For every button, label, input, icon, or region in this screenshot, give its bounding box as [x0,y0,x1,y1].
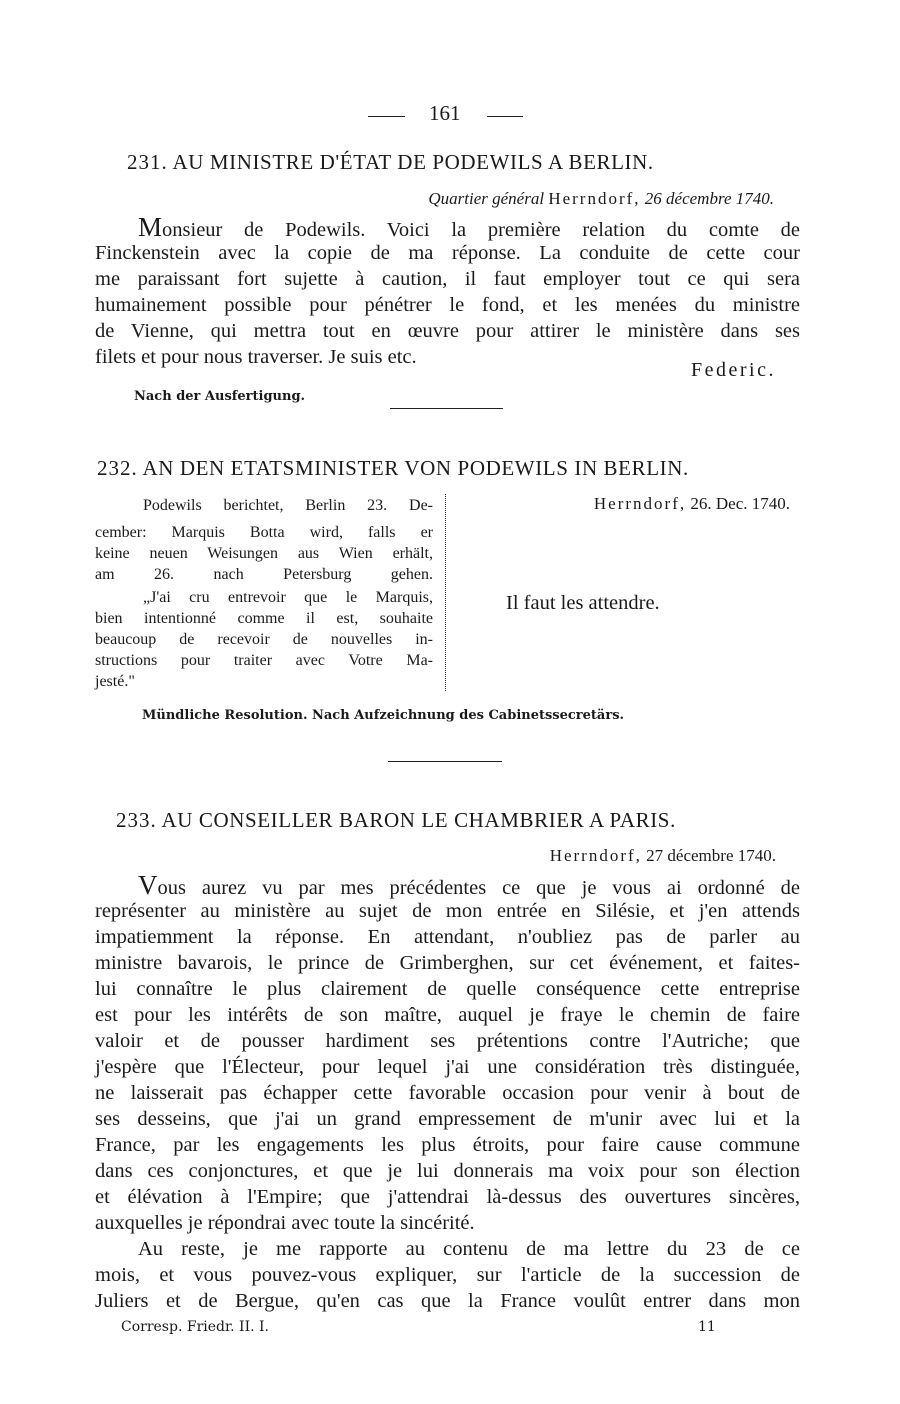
separator-rule [390,408,503,409]
letter-231-line: filets et pour nous traverser. Je suis etc. [95,346,417,368]
letter-233-line: impatiemment la réponse. En attendant, n'oubliez pas de parler au [95,926,800,948]
letter-233-title: AU CONSEILLER BARON LE CHAMBRIER A PARIS. [161,808,676,832]
letter-233-para2-line: Au reste, je me rapporte au contenu de ma lettre du 23 de ce [138,1238,800,1260]
letter-231-date-place: Herrndorf, [548,189,641,208]
letter-232-title: AN DEN ETATSMINISTER VON PODEWILS IN BERLIN. [142,456,689,480]
letter-232-source-note: Mündliche Resolution. Nach Aufzeichnung des Cabinetssecretärs. [142,708,625,723]
letter-233-line [138,872,800,898]
page-number: 161 [429,101,461,125]
quote-line: bien intentionné comme il est, souhaite [95,610,433,627]
letter-231-dateline [428,189,774,209]
letter-231-heading [127,150,654,175]
letter-233-line: ministre bavarois, le prince de Grimberghen, sur cet événement, et faites- [95,952,800,974]
letter-233-line: lui connaître le plus clairement de quelle conséquence cette entreprise [95,978,800,1000]
letter-231-line-text: onsieur de Podewils. Voici la première relation du comte de [162,219,800,241]
letter-232-heading [97,456,689,481]
letter-232-number: 232. [97,456,138,480]
letter-233-para2-line: Juliers et de Bergue, qu'en cas que la France voulût entrer dans mon [95,1290,800,1312]
letter-233-date-rest: 27 décembre 1740. [646,846,776,865]
quote-line: structions pour traiter avec Votre Ma- [95,652,433,669]
letter-233-line: dans ces conjonctures, et que je lui donnerais ma voix pour son élection [95,1160,800,1182]
letter-231-line: Finckenstein avec la copie de ma réponse. La conduite de cette cour [95,242,800,264]
summary-line: cember: Marquis Botta wird, falls er [95,524,433,541]
letter-231-dropcap: M [138,212,163,242]
letter-231-line: humainement possible pour pénétrer le fond, et les menées du ministre [95,294,800,316]
letter-232-reply: Il faut les attendre. [506,592,660,614]
letter-233-number: 233. [116,808,157,832]
letter-232-dateline [594,494,790,514]
quote-line: „J'ai cru entrevoir que le Marquis, [143,589,433,606]
letter-233-line: ne laisserait pas échapper cette favorable occasion pour venir à bout de [95,1082,800,1104]
letter-231-line: de Vienne, qui mettra tout en œuvre pour attirer le ministère dans ses [95,320,800,342]
letter-231-signature: Federic. [691,359,776,381]
letter-231-date-prefix: Quartier général [428,189,545,208]
letter-233-dropcap: V [138,870,158,900]
letter-233-line: est pour les intérêts de son maître, auquel je fraye le chemin de faire [95,1004,800,1026]
letter-231-date-rest: 26 décembre 1740. [644,189,774,208]
letter-233-heading [116,808,676,833]
quote-line: beaucoup de recevoir de nouvelles in- [95,631,433,648]
letter-233-line: auxquelles je répondrai avec toute la sincérité. [95,1212,475,1234]
letter-231-title: AU MINISTRE D'ÉTAT DE PODEWILS A BERLIN. [172,150,654,174]
summary-line: am 26. nach Petersburg gehen. [95,566,433,583]
letter-231-line [138,214,800,240]
footer-signature-mark: Corresp. Friedr. II. I. [121,1319,269,1335]
letter-233-line: ses desseins, que j'ai un grand empressement de m'unir avec lui et la [95,1108,800,1130]
letter-231-number: 231. [127,150,168,174]
separator-rule [388,761,502,762]
letter-231-source-note: Nach der Ausfertigung. [134,389,306,404]
letter-233-date-place: Herrndorf, [549,846,642,865]
letter-233-line: valoir et de pousser hardiment ses prétentions contre l'Autriche; que [95,1030,800,1052]
quote-line: jesté." [95,673,135,690]
summary-line: Podewils berichtet, Berlin 23. De- [143,497,433,514]
letter-233-line: et élévation à l'Empire; que j'attendrai là-dessus des ouvertures sincères, [95,1186,800,1208]
summary-line: keine neuen Weisungen aus Wien erhält, [95,545,433,562]
letter-233-line-text: ous aurez vu par mes précédentes ce que je vous ai ordonné de [157,877,800,899]
page-number-dash-right [487,116,523,117]
letter-233-line: représenter au ministère au sujet de mon entrée en Silésie, et j'en attends [95,900,800,922]
letter-231-line: me paraissant fort sujette à caution, il faut employer tout ce qui sera [95,268,800,290]
letter-232-date-place: Herrndorf, [593,494,687,513]
page-number-dash-left [368,116,405,117]
letter-233-para2-line: mois, et vous pouvez-vous expliquer, sur l'article de la succession de [95,1264,800,1286]
letter-233-line: France, par les engagements les plus étroits, pour faire cause commune [95,1134,800,1156]
footer-sheet-number: 11 [698,1319,716,1335]
column-separator [445,494,446,691]
letter-233-line: j'espère que l'Électeur, pour lequel j'ai une considération très distinguée, [95,1056,800,1078]
letter-232-date-rest: 26. Dec. 1740. [690,494,790,513]
letter-233-dateline [550,846,776,866]
